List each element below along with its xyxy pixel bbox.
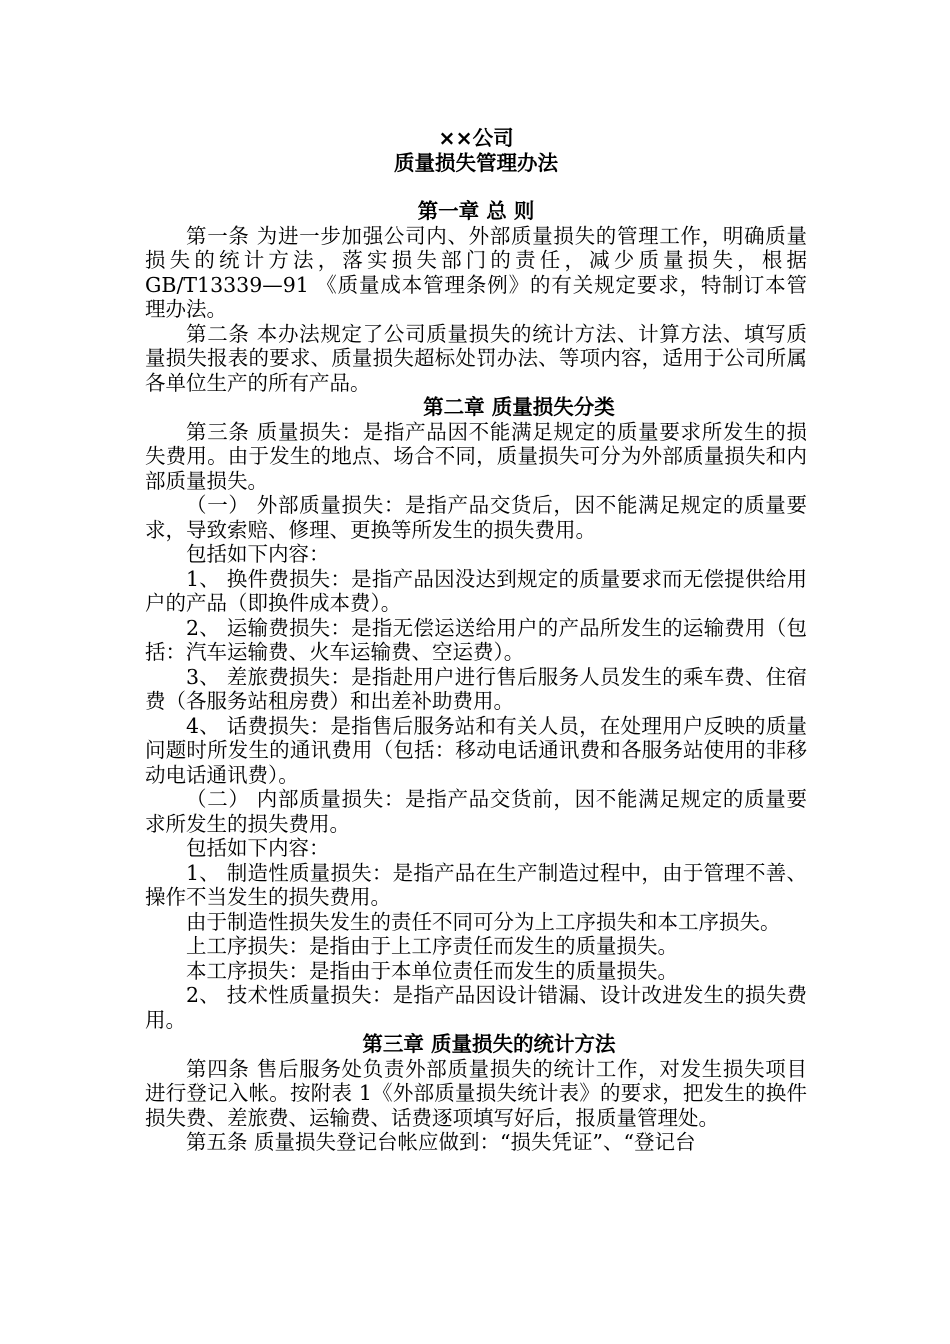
external-loss-item-4: 4、 话费损失：是指售后服务站和有关人员，在处理用户反映的质量问题时所发生的通讯费用（包括：移动电话通讯费和各服务站使用的非移动电话通讯费）。 <box>145 713 807 787</box>
own-process-loss-definition: 本工序损失：是指由于本单位责任而发生的质量损失。 <box>186 958 678 983</box>
chapter-1-heading: 第一章 总 则 <box>417 199 535 223</box>
document-page <box>145 120 807 1155</box>
company-name: ××公司 <box>438 126 514 150</box>
document-title-block <box>145 126 807 175</box>
article-4: 第四条 售后服务处负责外部质量损失的统计工作，对发生损失项目进行登记入帐。按附表 1《外部质量损失统计表》的要求，把发生的换件损失费、差旅费、运输费、话费逐项填写好后，报质量管理处。 <box>145 1056 807 1130</box>
external-loss-item-3: 3、 差旅费损失：是指赴用户进行售后服务人员发生的乘车费、住宿费（各服务站租房费）和出差补助费用。 <box>145 664 807 713</box>
article-5: 第五条 质量损失登记台帐应做到：“损失凭证”、“登记台 <box>186 1130 696 1154</box>
external-loss-item-2: 2、 运输费损失：是指无偿运送给用户的产品所发生的运输费用（包括：汽车运输费、火车运输费、空运费）。 <box>145 615 807 664</box>
upstream-loss-definition: 上工序损失：是指由于上工序责任而发生的质量损失。 <box>186 934 678 958</box>
manufacturing-loss-note: 由于制造性损失发生的责任不同可分为上工序损失和本工序损失。 <box>186 909 781 934</box>
chapter-2-heading: 第二章 质量损失分类 <box>423 395 615 419</box>
external-loss-includes: 包括如下内容： <box>186 542 330 566</box>
article-1: 第一条 为进一步加强公司内、外部质量损失的管理工作，明确质量损失的统计方法，落实损失部门的责任，减少质量损失，根据GB/T13339—91 《质量成本管理条例》的有关规定要求，特制订本管理办法。 <box>145 223 807 321</box>
internal-loss-includes: 包括如下内容： <box>186 836 330 860</box>
internal-loss-item-1: 1、 制造性质量损失：是指产品在生产制造过程中，由于管理不善、操作不当发生的损失费用。 <box>145 860 807 909</box>
document-title: 质量损失管理办法 <box>394 150 558 175</box>
article-3: 第三条 质量损失：是指产品因不能满足规定的质量要求所发生的损失费用。由于发生的地点、场合不同，质量损失可分为外部质量损失和内部质量损失。 <box>145 419 807 493</box>
article-2: 第二条 本办法规定了公司质量损失的统计方法、计算方法、填写质量损失报表的要求、质量损失超标处罚办法、等项内容，适用于公司所属各单位生产的所有产品。 <box>145 321 807 395</box>
external-loss-item-1: 1、 换件费损失：是指产品因没达到规定的质量要求而无偿提供给用户的产品（即换件成本费）。 <box>145 566 807 615</box>
internal-loss-definition: （二） 内部质量损失：是指产品交货前，因不能满足规定的质量要求所发生的损失费用。 <box>145 787 807 836</box>
external-loss-definition: （一） 外部质量损失：是指产品交货后，因不能满足规定的质量要求，导致索赔、修理、更换等所发生的损失费用。 <box>145 493 807 542</box>
internal-loss-item-2: 2、 技术性质量损失：是指产品因设计错漏、设计改进发生的损失费用。 <box>145 983 807 1032</box>
chapter-3-heading: 第三章 质量损失的统计方法 <box>362 1032 616 1056</box>
